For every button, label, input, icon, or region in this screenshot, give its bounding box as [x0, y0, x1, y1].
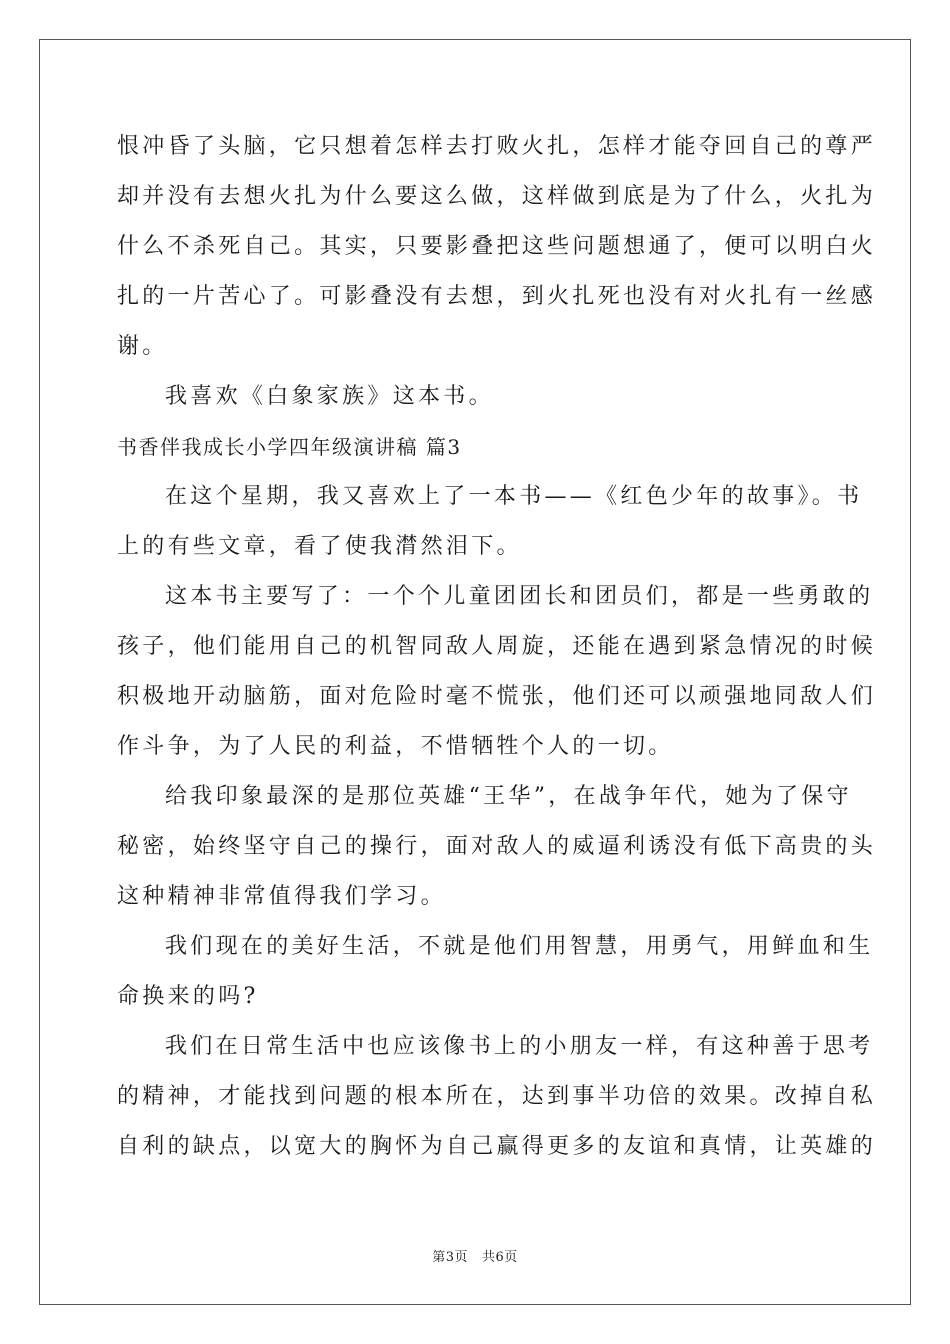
document-body: [117, 122, 877, 1172]
text-line: 谢。: [117, 334, 168, 359]
text-line: 却并没有去想火扎为什么要这么做，这样做到底是为了什么，火扎为: [117, 184, 877, 209]
text-line: 什么不杀死自己。其实，只要影叠把这些问题想通了，便可以明白火: [117, 234, 877, 259]
paragraph: [117, 572, 877, 772]
page-total: 共6页: [482, 1250, 518, 1265]
text-line: 给我印象最深的是那位英雄“王华”，在战争年代，她为了保守: [165, 784, 852, 809]
page-footer: [0, 1246, 950, 1265]
text-line: 恨冲昏了头脑，它只想着怎样去打败火扎，怎样才能夺回自己的尊严: [117, 134, 877, 159]
text-line: 我们在日常生活中也应该像书上的小朋友一样，有这种善于思考: [165, 1034, 874, 1059]
text-line: 秘密，始终坚守自己的操行，面对敌人的威逼利诱没有低下高贵的头: [117, 834, 877, 859]
text-line: 孩子，他们能用自己的机智同敌人周旋，还能在遇到紧急情况的时候: [117, 634, 877, 659]
text-line: 我喜欢《白象家族》这本书。: [165, 384, 494, 409]
paragraph: [117, 772, 877, 922]
paragraph: [117, 1022, 877, 1172]
page-number: 第3页: [432, 1250, 468, 1265]
text-line: 积极地开动脑筋，面对危险时毫不慌张，他们还可以顽强地同敌人们: [117, 684, 877, 709]
text-line: 上的有些文章，看了使我潸然泪下。: [117, 534, 522, 559]
paragraph: [117, 122, 877, 372]
text-line: 我们现在的美好生活，不就是他们用智慧，用勇气，用鲜血和生: [165, 934, 874, 959]
paragraph: [117, 372, 833, 422]
text-line: 扎的一片苦心了。可影叠没有去想，到火扎死也没有对火扎有一丝感: [117, 284, 877, 309]
text-line: 在这个星期，我又喜欢上了一本书——《红色少年的故事》。书: [165, 484, 863, 509]
text-line: 这本书主要写了：一个个儿童团团长和团员们，都是一些勇敢的: [165, 584, 874, 609]
text-line: 命换来的吗?: [117, 984, 259, 1009]
text-line: 这种精神非常值得我们学习。: [117, 884, 446, 909]
section-heading: 书香伴我成长小学四年级演讲稿 篇3: [117, 435, 462, 459]
text-line: 作斗争，为了人民的利益，不惜牺牲个人的一切。: [117, 734, 674, 759]
text-line: 自利的缺点，以宽大的胸怀为自己赢得更多的友谊和真情，让英雄的: [117, 1134, 877, 1159]
text-line: 的精神，才能找到问题的根本所在，达到事半功倍的效果。改掉自私: [117, 1084, 877, 1109]
paragraph: [117, 922, 874, 1022]
paragraph: [117, 472, 863, 572]
